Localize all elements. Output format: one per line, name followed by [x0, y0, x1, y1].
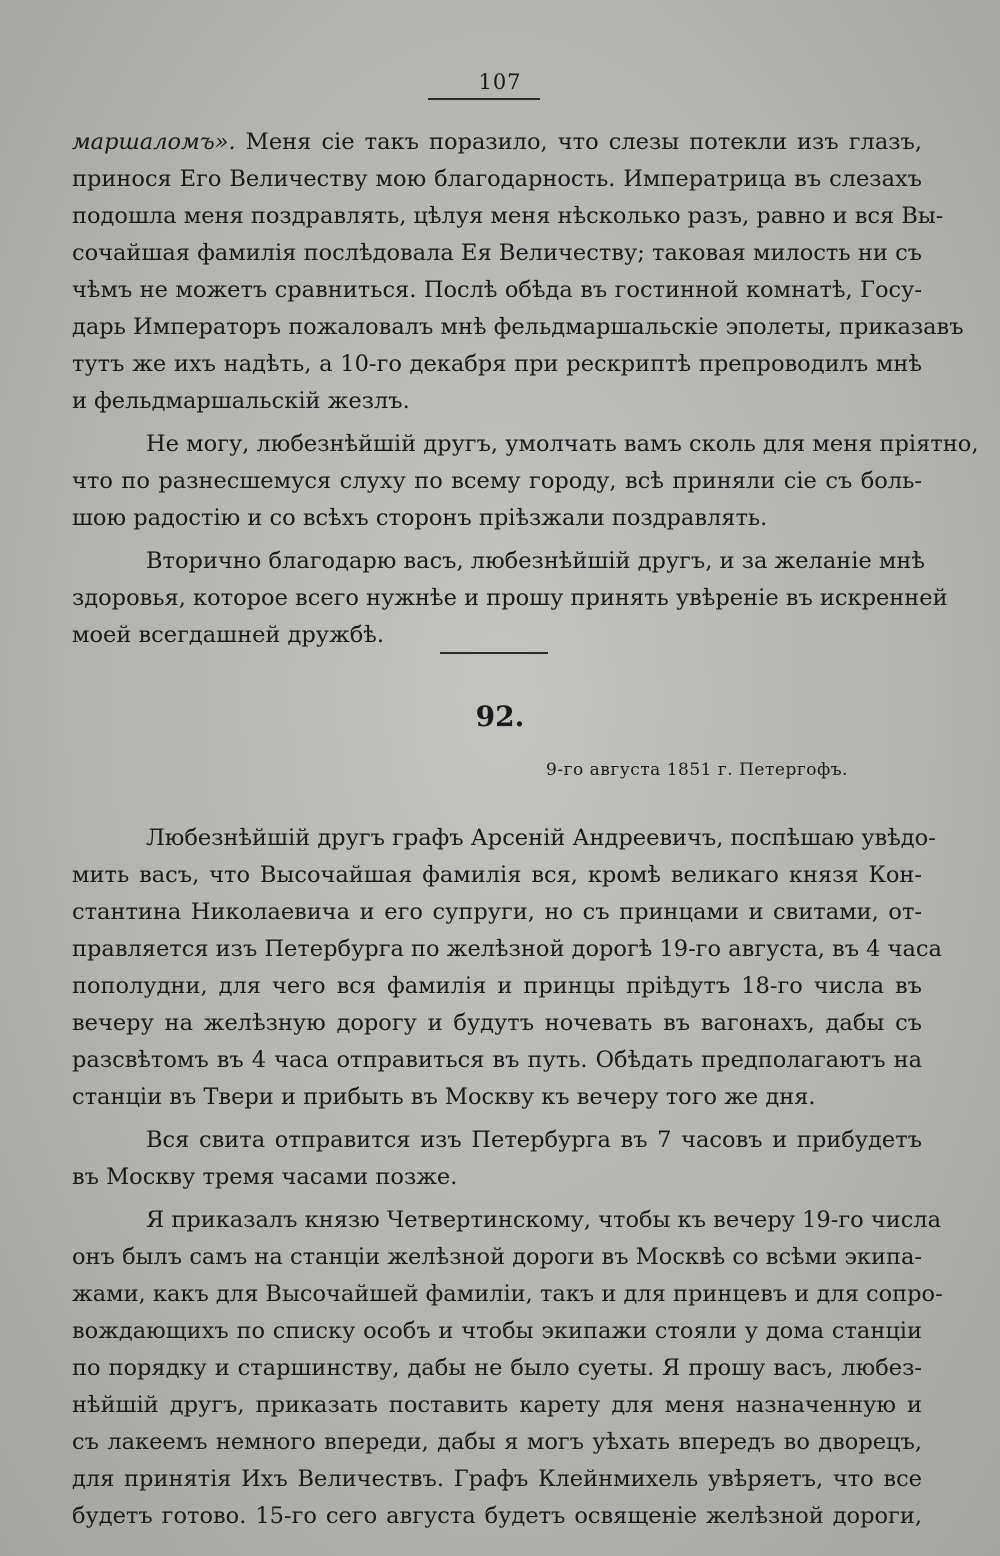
text-line: шою радостію и со всѣхъ сторонъ пріѣзжали поздравлять.: [72, 505, 768, 531]
text-line: Вся свита отправится изъ Петербурга въ 7 часовъ и прибудетъ: [146, 1127, 922, 1153]
text-line: разсвѣтомъ въ 4 часа отправиться въ путь. Обѣдать предполагаютъ на: [72, 1047, 922, 1073]
section-divider: [440, 652, 548, 654]
text-line: Не могу, любезнѣйшій другъ, умолчать вамъ сколь для меня пріятно,: [146, 431, 979, 457]
text-line: жами, какъ для Высочайшей фамиліи, такъ и для принцевъ и для сопро-: [72, 1281, 943, 1307]
letter-number: 92.: [475, 700, 525, 733]
text-line: и фельдмаршальскій жезлъ.: [72, 388, 410, 414]
text-line: дарь Императоръ пожаловалъ мнѣ фельдмаршальскіе эполеты, приказавъ: [72, 314, 964, 340]
page-number-rule: [428, 98, 540, 100]
text-fragment: Меня сіе такъ поразило, что слезы потекли изъ глазъ,: [245, 129, 922, 155]
text-line: сочайшая фамилія послѣдовала Ея Величеству; таковая милость ни съ: [72, 240, 922, 266]
text-line: подошла меня поздравлять, цѣлуя меня нѣсколько разъ, равно и вся Вы-: [72, 203, 944, 229]
text-line: стантина Николаевича и его супруги, но съ принцами и свитами, от-: [72, 899, 922, 925]
letter-continuation: [72, 124, 979, 654]
text-line: вечеру на желѣзную дорогу и будутъ ночевать въ вагонахъ, дабы съ: [72, 1010, 922, 1036]
text-line: моей всегдашней дружбѣ.: [72, 622, 384, 648]
text-line: чѣмъ не можетъ сравниться. Послѣ обѣда въ гостинной комнатѣ, Госу-: [72, 277, 922, 303]
text-line: тутъ же ихъ надѣть, а 10-го декабря при рескриптѣ препроводилъ мнѣ: [72, 351, 922, 377]
text-line: Я приказалъ князю Четвертинскому, чтобы къ вечеру 19-го числа: [146, 1207, 942, 1233]
letter-92-body: [72, 820, 943, 1535]
text-line: принося Его Величеству мою благодарность. Императрица въ слезахъ: [72, 166, 922, 192]
text-line: въ Москву тремя часами позже.: [72, 1164, 458, 1190]
page-number: 107: [478, 70, 522, 94]
text-line: по порядку и старшинству, дабы не было суеты. Я прошу васъ, любез-: [72, 1355, 922, 1381]
letter-dateline: 9-го августа 1851 г. Петергофъ.: [546, 760, 848, 780]
text-line: пополудни, для чего вся фамилія и принцы пріѣдутъ 18-го числа въ: [72, 973, 922, 999]
text-line: станціи въ Твери и прибыть въ Москву къ вечеру того же дня.: [72, 1084, 816, 1110]
text-line: вождающихъ по списку особъ и чтобы экипажи стояли у дома станціи: [72, 1318, 922, 1344]
text-line: правляется изъ Петербурга по желѣзной дорогѣ 19-го августа, въ 4 часа: [72, 936, 942, 962]
text-line: нѣйшій другъ, приказать поставить карету для меня назначенную и: [72, 1392, 922, 1418]
text-line: съ лакеемъ немного впереди, дабы я могъ уѣхать впередъ во дворецъ,: [72, 1429, 922, 1455]
text-line: онъ былъ самъ на станціи желѣзной дороги въ Москвѣ со всѣми экипа-: [72, 1244, 922, 1270]
text-line: Любезнѣйшій другъ графъ Арсеній Андреевичъ, поспѣшаю увѣдо-: [146, 825, 936, 851]
text-line: для принятія Ихъ Величествъ. Графъ Клейнмихель увѣряетъ, что все: [72, 1466, 922, 1492]
text-line: мить васъ, что Высочайшая фамилія вся, кромѣ великаго князя Кон-: [72, 862, 922, 888]
text-line: Вторично благодарю васъ, любезнѣйшій другъ, и за желаніе мнѣ: [146, 548, 925, 574]
text-line: будетъ готово. 15-го сего августа будетъ освященіе желѣзной дороги,: [72, 1503, 922, 1529]
text-line: здоровья, которое всего нужнѣе и прошу принять увѣреніе въ искренней: [72, 585, 948, 611]
text-line: что по разнесшемуся слуху по всему городу, всѣ приняли сіе съ боль-: [72, 468, 922, 494]
text-line: [72, 124, 922, 161]
italic-word: маршаломъ».: [72, 129, 236, 155]
